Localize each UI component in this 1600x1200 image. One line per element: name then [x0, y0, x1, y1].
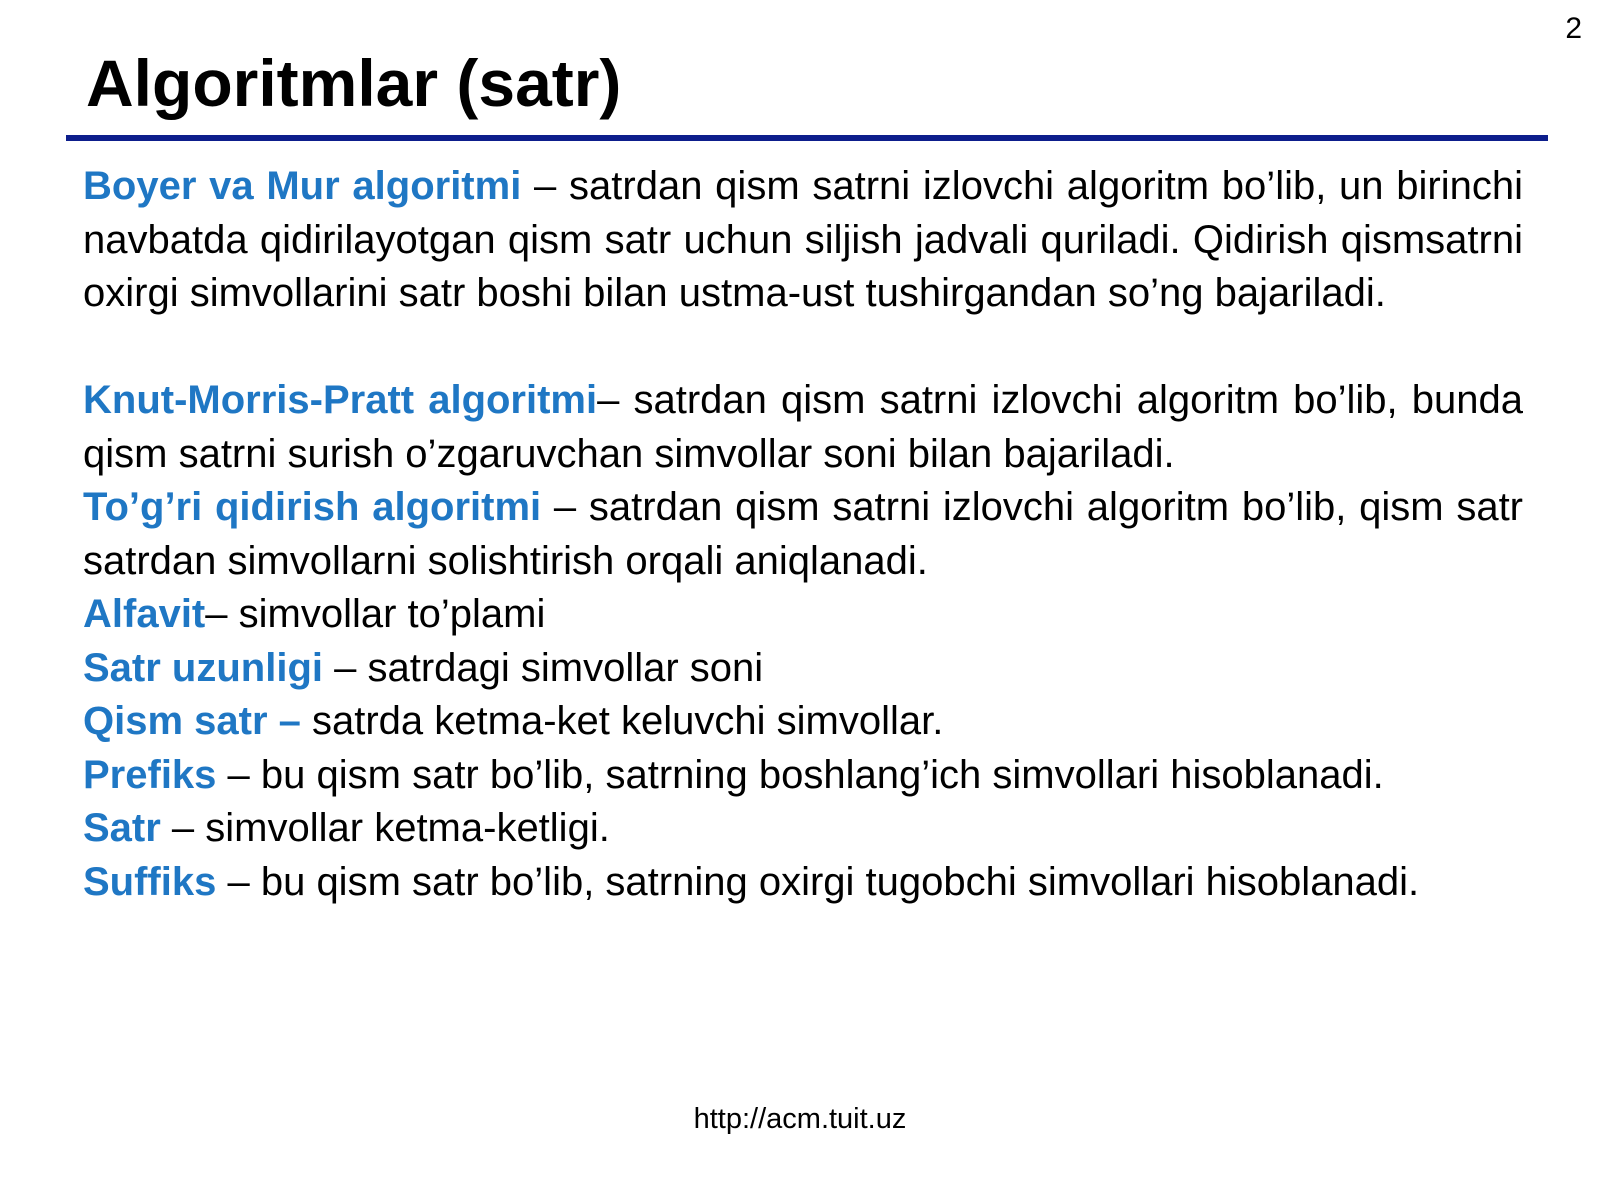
- definition-text: – satrdan qism satrni izlovchi algoritm bo’lib, qism satr satrdan simvollarni solishtirish orqali aniqlanadi.: [83, 485, 1524, 583]
- definition-kmp: [83, 374, 1523, 481]
- definition-term: Satr uzunligi: [83, 645, 323, 690]
- definition-term: Suffiks: [83, 859, 217, 904]
- definition-term: Qism satr –: [83, 699, 301, 743]
- definition-term: Prefiks: [83, 752, 217, 797]
- definition-prefix: [83, 749, 1523, 803]
- definition-direct-search: [83, 481, 1523, 588]
- title-divider: [66, 135, 1548, 141]
- definition-string: [83, 802, 1523, 856]
- footer-url-link[interactable]: http://acm.tuit.uz: [693, 1103, 907, 1135]
- definition-string-length: [83, 642, 1523, 696]
- definition-term: Boyer va Mur algoritmi: [83, 164, 522, 208]
- slide-body: [83, 160, 1523, 909]
- definition-term: Alfavit: [83, 592, 206, 636]
- definition-substring: [83, 695, 1523, 749]
- definition-text: satrda ketma-ket keluvchi simvollar.: [300, 699, 944, 743]
- definition-text: – simvollar to’plami: [205, 592, 546, 636]
- definition-suffix: [83, 856, 1523, 910]
- definition-term: Satr: [83, 806, 161, 850]
- definition-boyer-moore: [83, 160, 1523, 321]
- definition-text: – simvollar ketma-ketligi.: [160, 806, 610, 850]
- definition-alphabet: [83, 588, 1523, 642]
- definition-term: Knut-Morris-Pratt algoritmi: [83, 378, 598, 422]
- slide-number: 2: [1565, 12, 1582, 45]
- definition-text: – satrdan qism satrni izlovchi algoritm bo’lib, bunda qism satrni surish o’zgaruvchan simvollar soni bilan bajariladi.: [83, 378, 1523, 476]
- definition-text: – satrdan qism satrni izlovchi algoritm bo’lib, un birinchi navbatda qidirilayotgan qism satr uchun siljish jadvali quriladi. Qidirish qismsatrni oxirgi simvollarini satr boshi bilan ustma-ust tushirgandan so’ng bajariladi.: [83, 164, 1524, 315]
- definition-text: – satrdagi simvollar soni: [323, 645, 764, 690]
- definition-text: – bu qism satr bo’lib, satrning oxirgi tugobchi simvollari hisoblanadi.: [216, 859, 1420, 904]
- definition-term: To’g’ri qidirish algoritmi: [83, 485, 542, 529]
- definition-text: – bu qism satr bo’lib, satrning boshlang’ich simvollari hisoblanadi.: [216, 752, 1384, 797]
- slide-title: Algoritmlar (satr): [86, 46, 622, 120]
